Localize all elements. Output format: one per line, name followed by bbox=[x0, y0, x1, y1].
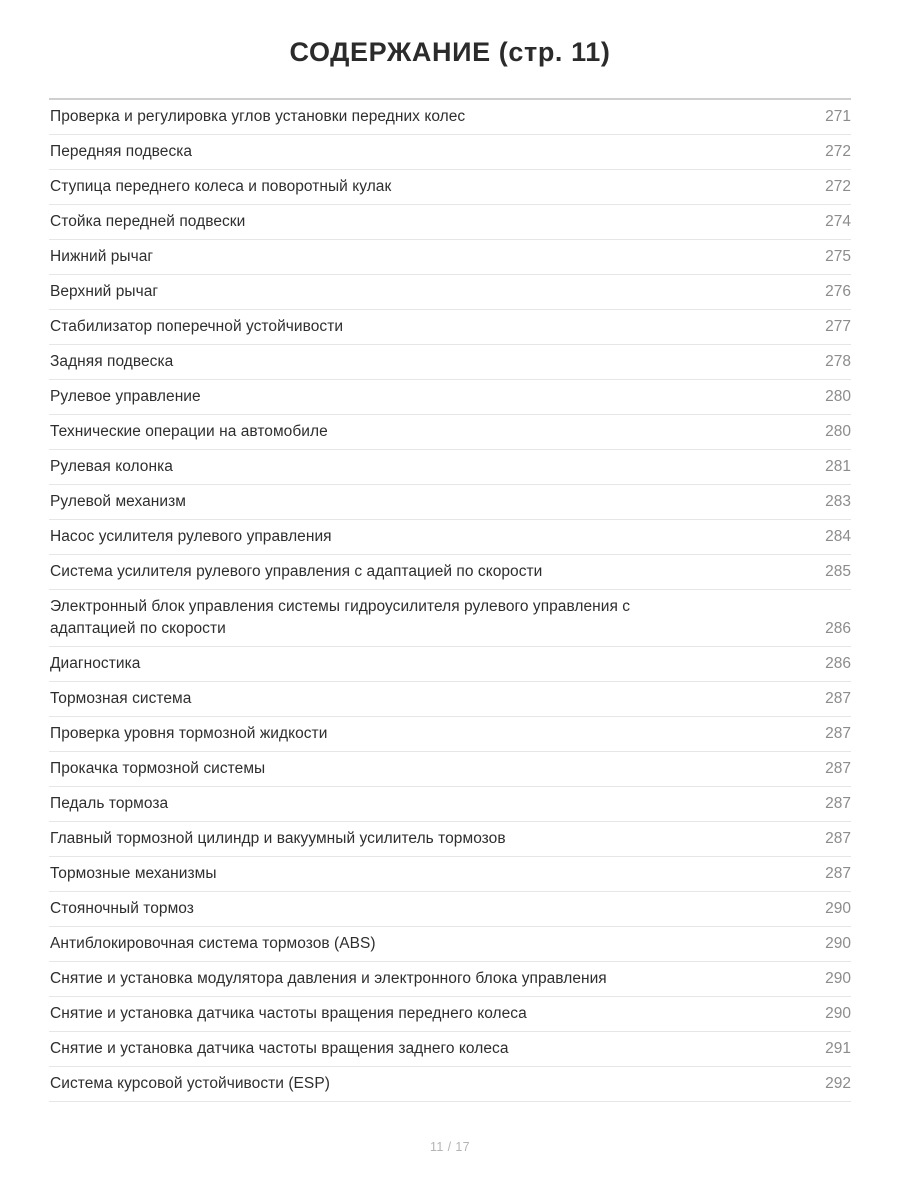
toc-entry-page-number: 287 bbox=[825, 759, 851, 777]
footer-pagination: 11 / 17 bbox=[429, 1140, 471, 1154]
toc-entry-title: Педаль тормоза bbox=[50, 794, 169, 812]
toc-entry-title: Антиблокировочная система тормозов (ABS) bbox=[50, 934, 376, 952]
toc-entry-title: Тормозная система bbox=[50, 689, 192, 707]
toc-entry-title: Стабилизатор поперечной устойчивости bbox=[50, 317, 344, 335]
toc-entry-title: Рулевая колонка bbox=[50, 457, 173, 475]
toc-entry-page-number: 272 bbox=[825, 177, 851, 195]
toc-entry[interactable] bbox=[49, 170, 851, 205]
toc-entry-page-number: 292 bbox=[825, 1074, 851, 1092]
toc-entry-page-number: 287 bbox=[825, 864, 851, 882]
toc-entry[interactable] bbox=[49, 927, 851, 962]
toc-entry-title: Тормозные механизмы bbox=[50, 864, 217, 882]
toc-entry-title: Система усилителя рулевого управления с адаптацией по скорости bbox=[50, 562, 543, 580]
toc-entry-page-number: 284 bbox=[825, 527, 851, 545]
toc-entry[interactable] bbox=[49, 135, 851, 170]
toc-entry[interactable] bbox=[49, 590, 851, 647]
toc-entry-page-number: 275 bbox=[825, 247, 851, 265]
toc-entry-page-number: 287 bbox=[825, 829, 851, 847]
toc-entry-page-number: 280 bbox=[825, 422, 851, 440]
toc-entry[interactable] bbox=[49, 1067, 851, 1102]
table-of-contents bbox=[49, 100, 851, 1102]
toc-entry-page-number: 286 bbox=[825, 619, 851, 637]
toc-entry[interactable] bbox=[49, 450, 851, 485]
toc-entry-page-number: 272 bbox=[825, 142, 851, 160]
toc-entry[interactable] bbox=[49, 310, 851, 345]
toc-entry-page-number: 278 bbox=[825, 352, 851, 370]
toc-entry-page-number: 287 bbox=[825, 794, 851, 812]
toc-entry[interactable] bbox=[49, 752, 851, 787]
toc-entry-title: Система курсовой устойчивости (ESP) bbox=[50, 1074, 330, 1092]
toc-entry-page-number: 290 bbox=[825, 969, 851, 987]
toc-entry-title: Проверка уровня тормозной жидкости bbox=[50, 724, 328, 742]
toc-entry[interactable] bbox=[49, 415, 851, 450]
toc-entry-page-number: 280 bbox=[825, 387, 851, 405]
toc-entry[interactable] bbox=[49, 857, 851, 892]
toc-entry-title: Ступица переднего колеса и поворотный кулак bbox=[50, 177, 392, 195]
toc-entry[interactable] bbox=[49, 205, 851, 240]
toc-entry-page-number: 281 bbox=[825, 457, 851, 475]
toc-entry[interactable] bbox=[49, 822, 851, 857]
toc-entry-page-number: 290 bbox=[825, 934, 851, 952]
toc-entry[interactable] bbox=[49, 520, 851, 555]
toc-entry-title: Проверка и регулировка углов установки передних колес bbox=[50, 107, 466, 125]
toc-entry[interactable] bbox=[49, 555, 851, 590]
page-title: СОДЕРЖАНИЕ (стр. 11) bbox=[289, 37, 611, 67]
toc-entry-title: Главный тормозной цилиндр и вакуумный усилитель тормозов bbox=[50, 829, 506, 847]
toc-entry-page-number: 276 bbox=[825, 282, 851, 300]
toc-entry-page-number: 290 bbox=[825, 899, 851, 917]
toc-entry-page-number: 271 bbox=[825, 107, 851, 125]
toc-entry[interactable] bbox=[49, 485, 851, 520]
toc-entry-title: Диагностика bbox=[50, 654, 141, 672]
toc-entry[interactable] bbox=[49, 240, 851, 275]
toc-entry[interactable] bbox=[49, 682, 851, 717]
toc-entry[interactable] bbox=[49, 787, 851, 822]
toc-entry-title: Снятие и установка датчика частоты вращения заднего колеса bbox=[50, 1039, 509, 1057]
toc-entry-title: Стойка передней подвески bbox=[50, 212, 246, 230]
toc-entry-page-number: 290 bbox=[825, 1004, 851, 1022]
toc-entry[interactable] bbox=[49, 647, 851, 682]
toc-entry-title: Нижний рычаг bbox=[50, 247, 154, 265]
toc-entry-page-number: 283 bbox=[825, 492, 851, 510]
toc-entry-title: Прокачка тормозной системы bbox=[50, 759, 266, 777]
toc-entry-page-number: 287 bbox=[825, 689, 851, 707]
toc-entry-title: Верхний рычаг bbox=[50, 282, 159, 300]
toc-entry[interactable] bbox=[49, 1032, 851, 1067]
toc-entry-page-number: 291 bbox=[825, 1039, 851, 1057]
toc-entry-page-number: 286 bbox=[825, 654, 851, 672]
toc-entry-title: Стояночный тормоз bbox=[50, 899, 194, 917]
toc-entry-title: Задняя подвеска bbox=[50, 352, 174, 370]
toc-entry-title: Снятие и установка датчика частоты вращения переднего колеса bbox=[50, 1004, 527, 1022]
toc-entry-title: Рулевое управление bbox=[50, 387, 201, 405]
toc-entry[interactable] bbox=[49, 100, 851, 135]
toc-entry-title: Рулевой механизм bbox=[50, 492, 186, 510]
toc-entry[interactable] bbox=[49, 997, 851, 1032]
toc-entry[interactable] bbox=[49, 962, 851, 997]
toc-entry[interactable] bbox=[49, 380, 851, 415]
toc-entry[interactable] bbox=[49, 717, 851, 752]
toc-entry[interactable] bbox=[49, 345, 851, 380]
toc-entry-page-number: 277 bbox=[825, 317, 851, 335]
toc-entry-title: Электронный блок управления системы гидроусилителя рулевого управления с адаптацией по скорости bbox=[50, 597, 631, 637]
toc-entry-page-number: 287 bbox=[825, 724, 851, 742]
toc-entry-title: Насос усилителя рулевого управления bbox=[50, 527, 332, 545]
toc-entry-page-number: 274 bbox=[825, 212, 851, 230]
toc-entry[interactable] bbox=[49, 275, 851, 310]
toc-entry-page-number: 285 bbox=[825, 562, 851, 580]
toc-entry-title: Технические операции на автомобиле bbox=[50, 422, 328, 440]
toc-entry-title: Передняя подвеска bbox=[50, 142, 193, 160]
toc-entry[interactable] bbox=[49, 892, 851, 927]
toc-entry-title: Снятие и установка модулятора давления и электронного блока управления bbox=[50, 969, 607, 987]
